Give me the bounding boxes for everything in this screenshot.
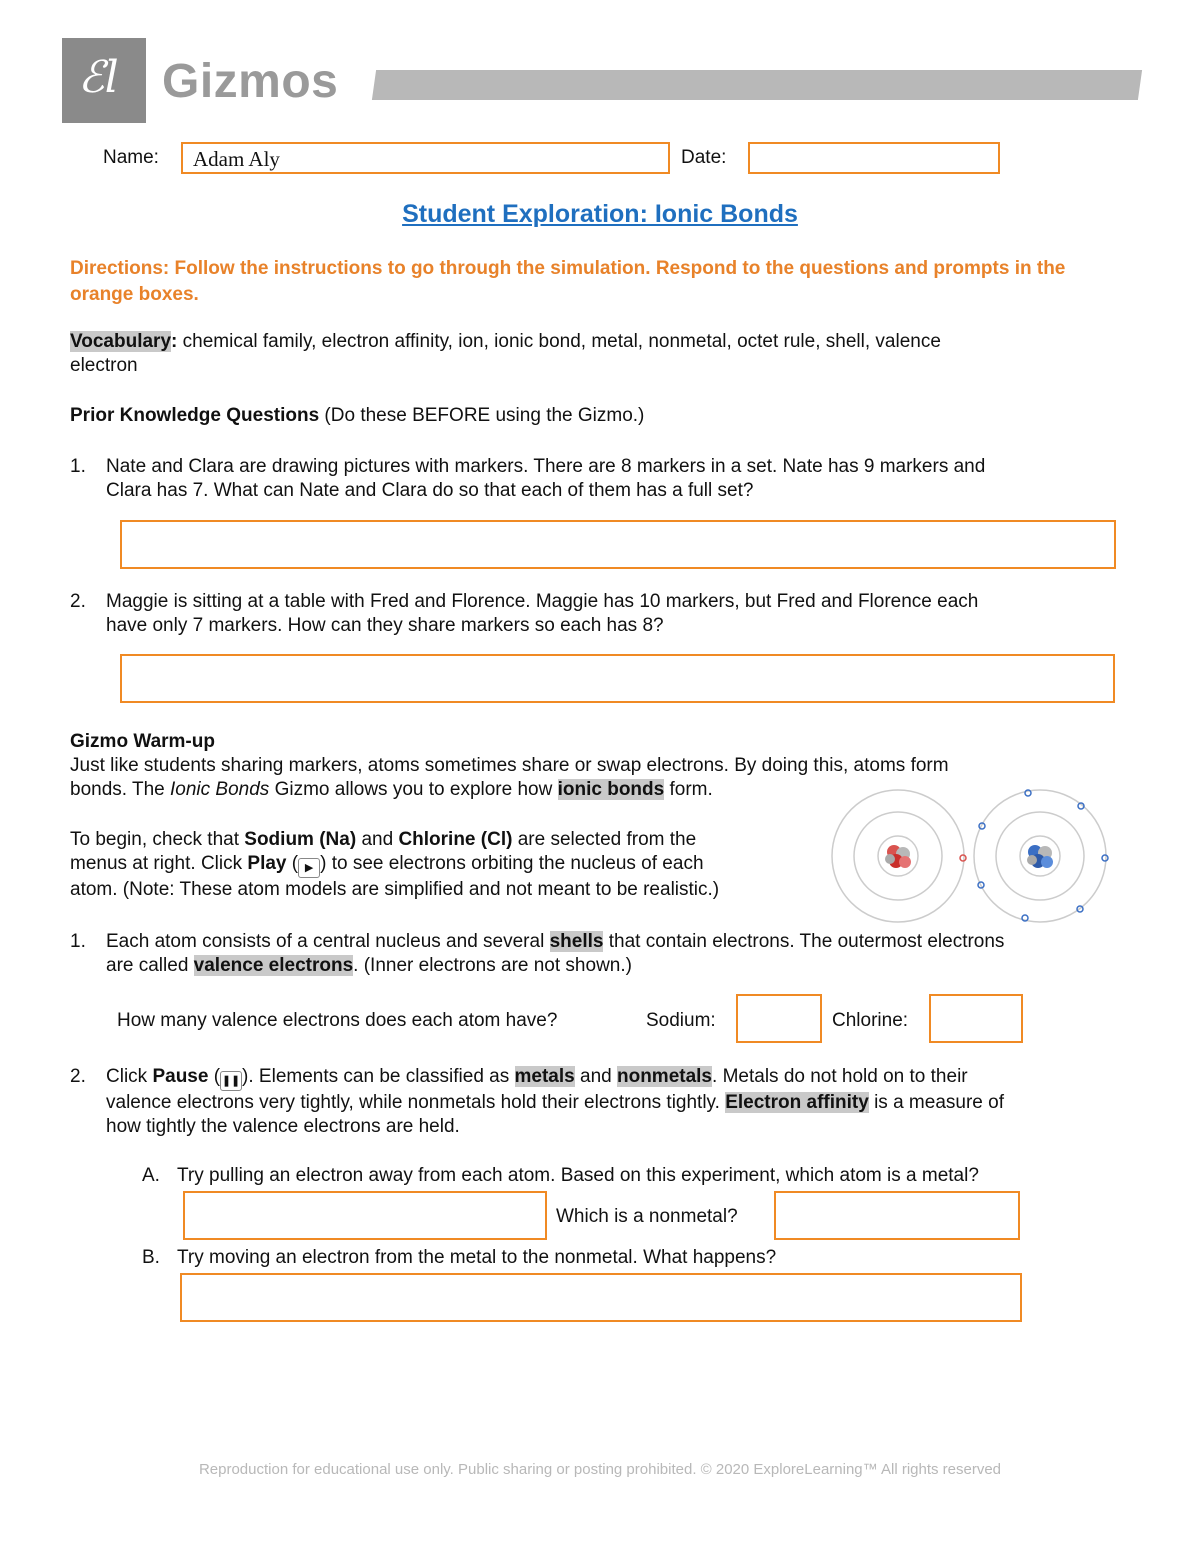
pause-icon: ❚❚ (220, 1071, 242, 1091)
explorelearning-logo: ℰl (62, 38, 146, 123)
prior-q2-text: Maggie is sitting at a table with Fred and Florence. Maggie has 10 markers, but Fred and Florence each have only 7 markers. How can they share markers so each has 8? (106, 591, 979, 636)
date-field[interactable] (748, 142, 1000, 174)
gizmos-wordmark: Gizmos (162, 55, 339, 108)
question-b-text: Try moving an electron from the metal to the nonmetal. What happens? (177, 1247, 777, 1268)
atom-models-illustration (828, 782, 1120, 924)
prior-q2-number: 2. (70, 591, 86, 612)
chlorine-answer-box[interactable] (929, 994, 1023, 1043)
sodium-valence-electron (960, 855, 966, 861)
warmup-q1-number: 1. (70, 931, 86, 952)
warmup-heading: Gizmo Warm-up (70, 731, 215, 752)
question-b-answer-box[interactable] (180, 1273, 1022, 1322)
chlorine-label: Chlorine: (832, 1010, 909, 1031)
vocabulary: Vocabulary: chemical family, electron affinity, ion, ionic bond, metal, nonmetal, octet rule, shell, valence electron (70, 331, 941, 376)
name-label: Name: (103, 147, 159, 168)
page-title: Student Exploration: Ionic Bonds (402, 200, 798, 228)
name-field[interactable] (181, 142, 670, 174)
prior-knowledge-heading: Prior Knowledge Questions (Do these BEFORE using the Gizmo.) (70, 405, 645, 426)
prior-q2-answer-box[interactable] (120, 654, 1115, 703)
prior-q1-text: Nate and Clara are drawing pictures with markers. There are 8 markers in a set. Nate has 9 markers and Clara has 7. What can Nate and Clara do so that each of them has a full set? (106, 456, 986, 501)
nonmetal-answer-box[interactable] (774, 1191, 1020, 1240)
prior-q1-answer-box[interactable] (120, 520, 1116, 569)
warmup-q1-text: Each atom consists of a central nucleus and several shells that contain electrons. The outermost electrons are called valence electrons. (Inner electrons are not shown.) (106, 931, 1005, 976)
nonmetal-label: Which is a nonmetal? (556, 1206, 738, 1227)
warmup-q2-text: Click Pause ( ❚❚). Elements can be classified as metals and nonmetals. Metals do not hold on to their valence electrons very tightly, while nonmetals hold their electrons tightly. Electron affinity is a measure of how tightly the valence electrons are held. (106, 1066, 1004, 1137)
footer: Reproduction for educational use only. Public sharing or posting prohibited. © 2020 ExploreLearning™ All rights reserved (198, 1461, 1002, 1478)
play-icon: ▶ (298, 858, 320, 878)
warmup-paragraph-2: To begin, check that Sodium (Na) and Chlorine (Cl) are selected from the menus at right. Click Play ( ▶ ) to see electrons orbiting the nucleus of each atom. (Note: These atom models are simplified and not meant to be realistic.) (70, 829, 720, 900)
warmup-paragraph-1: Just like students sharing markers, atoms sometimes share or swap electrons. By doing this, atoms form bonds. The Ionic Bonds Gizmo allows you to explore how ionic bonds form. (70, 755, 949, 800)
sodium-label: Sodium: (646, 1010, 716, 1031)
name-value: Adam Aly (193, 147, 280, 171)
prior-q1-number: 1. (70, 456, 86, 477)
sodium-nucleus (885, 845, 911, 868)
directions: Directions: Follow the instructions to go through the simulation. Respond to the questions and prompts in the orange boxes. (70, 258, 1066, 305)
question-a-letter: A. (142, 1165, 160, 1186)
sodium-answer-box[interactable] (736, 994, 822, 1043)
valence-question: How many valence electrons does each atom have? (117, 1010, 558, 1031)
metal-answer-box[interactable] (183, 1191, 547, 1240)
chlorine-nucleus (1027, 845, 1053, 868)
warmup-q2-number: 2. (70, 1066, 86, 1087)
question-b-letter: B. (142, 1247, 160, 1268)
date-label: Date: (681, 147, 727, 168)
header-bar (372, 70, 1142, 100)
question-a-text: Try pulling an electron away from each atom. Based on this experiment, which atom is a metal? (177, 1165, 979, 1186)
